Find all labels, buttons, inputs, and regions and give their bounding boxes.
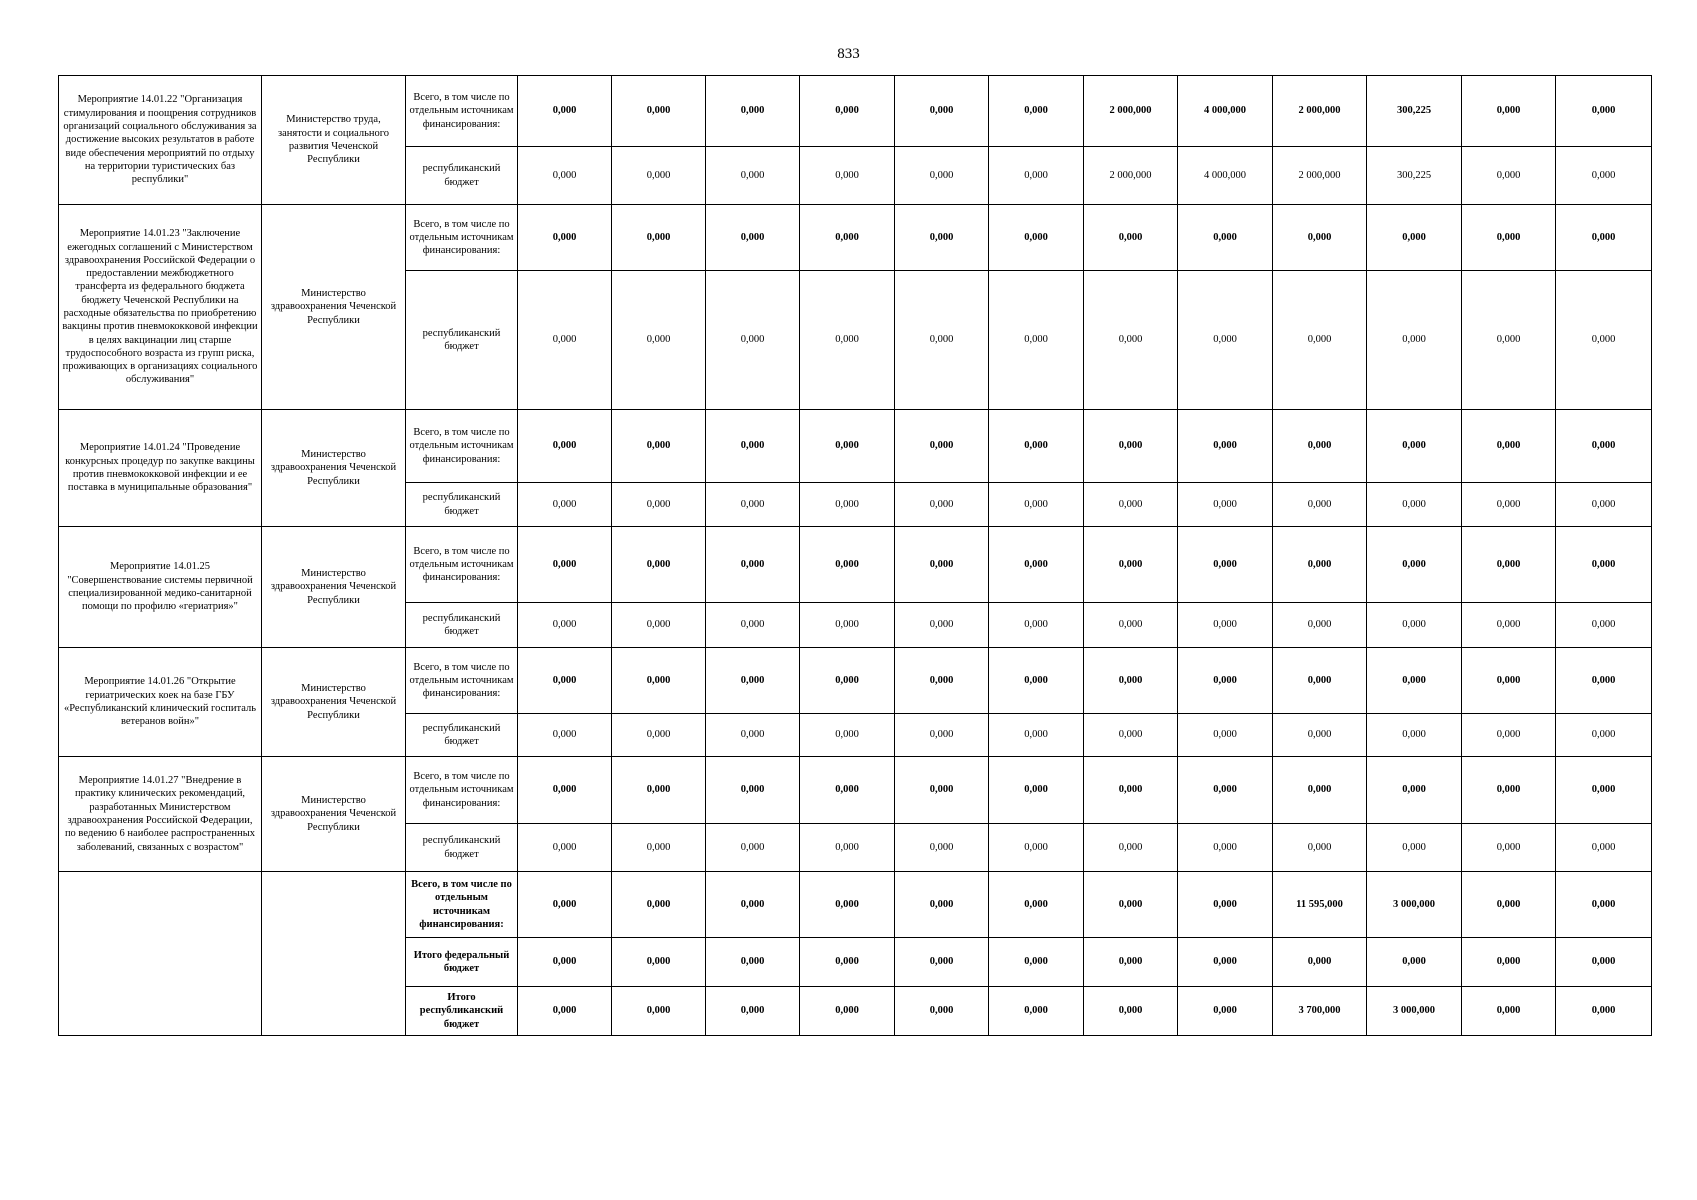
amount-cell: 0,000 — [612, 603, 706, 648]
amount-cell: 2 000,000 — [1084, 76, 1178, 147]
amount-cell: 300,225 — [1367, 76, 1462, 147]
amount-cell: 0,000 — [1556, 714, 1652, 757]
amount-cell: 0,000 — [1462, 483, 1556, 527]
summary-executor-blank — [262, 872, 406, 1036]
amount-cell: 0,000 — [518, 410, 612, 483]
summary-republican-label: Итого республиканский бюджет — [406, 987, 518, 1036]
amount-cell: 0,000 — [612, 147, 706, 205]
summary-amount-cell: 3 000,000 — [1367, 872, 1462, 938]
amount-cell: 0,000 — [800, 527, 895, 603]
summary-amount-cell: 0,000 — [1178, 872, 1273, 938]
amount-cell: 0,000 — [895, 147, 989, 205]
summary-amount-cell: 0,000 — [1084, 938, 1178, 987]
measure-name: Мероприятие 14.01.26 "Открытие гериатрических коек на базе ГБУ «Республиканский клинический госпиталь ветеранов войн»" — [59, 648, 262, 757]
amount-cell: 0,000 — [895, 714, 989, 757]
amount-cell: 0,000 — [1273, 648, 1367, 714]
amount-cell: 0,000 — [1273, 483, 1367, 527]
amount-cell: 0,000 — [1462, 410, 1556, 483]
amount-cell: 0,000 — [1556, 527, 1652, 603]
summary-amount-cell: 0,000 — [518, 987, 612, 1036]
amount-cell: 0,000 — [1273, 824, 1367, 872]
amount-cell: 0,000 — [1273, 757, 1367, 824]
amount-cell: 0,000 — [800, 483, 895, 527]
amount-cell: 0,000 — [1084, 757, 1178, 824]
measure-name: Мероприятие 14.01.25 "Совершенствование системы первичной специализированной медико-санитарной помощи по профилю «гериатрия»" — [59, 527, 262, 648]
summary-amount-cell: 0,000 — [612, 938, 706, 987]
amount-cell: 0,000 — [518, 76, 612, 147]
amount-cell: 4 000,000 — [1178, 76, 1273, 147]
amount-cell: 2 000,000 — [1273, 147, 1367, 205]
table-row — [59, 205, 1652, 271]
summary-amount-cell: 3 700,000 — [1273, 987, 1367, 1036]
amount-cell: 0,000 — [1084, 410, 1178, 483]
amount-cell: 0,000 — [518, 757, 612, 824]
amount-cell: 0,000 — [1462, 603, 1556, 648]
amount-cell: 0,000 — [612, 757, 706, 824]
amount-cell: 0,000 — [1462, 714, 1556, 757]
amount-cell: 0,000 — [1556, 147, 1652, 205]
executor-name: Министерство здравоохранения Чеченской Республики — [262, 648, 406, 757]
table-row — [59, 648, 1652, 714]
source-label-republican: республиканский бюджет — [406, 603, 518, 648]
executor-name: Министерство здравоохранения Чеченской Республики — [262, 757, 406, 872]
summary-amount-cell: 0,000 — [706, 987, 800, 1036]
table-row — [59, 76, 1652, 147]
amount-cell: 0,000 — [1556, 603, 1652, 648]
amount-cell: 0,000 — [1556, 483, 1652, 527]
amount-cell: 0,000 — [895, 410, 989, 483]
amount-cell: 0,000 — [706, 714, 800, 757]
amount-cell: 0,000 — [895, 527, 989, 603]
executor-name: Министерство здравоохранения Чеченской Республики — [262, 527, 406, 648]
summary-amount-cell: 0,000 — [989, 987, 1084, 1036]
amount-cell: 0,000 — [1462, 648, 1556, 714]
amount-cell: 0,000 — [518, 271, 612, 410]
amount-cell: 0,000 — [1084, 205, 1178, 271]
amount-cell: 0,000 — [1178, 205, 1273, 271]
amount-cell: 0,000 — [989, 205, 1084, 271]
amount-cell: 0,000 — [612, 483, 706, 527]
amount-cell: 0,000 — [1273, 603, 1367, 648]
amount-cell: 0,000 — [800, 757, 895, 824]
amount-cell: 0,000 — [1462, 271, 1556, 410]
summary-amount-cell: 0,000 — [1178, 987, 1273, 1036]
summary-federal-label: Итого федеральный бюджет — [406, 938, 518, 987]
summary-amount-cell: 0,000 — [1273, 938, 1367, 987]
summary-amount-cell: 0,000 — [1178, 938, 1273, 987]
measure-name: Мероприятие 14.01.24 "Проведение конкурсных процедур по закупке вакцины против пневмококковой инфекции и ее поставка в муниципальные образования" — [59, 410, 262, 527]
amount-cell: 0,000 — [1367, 205, 1462, 271]
summary-amount-cell: 0,000 — [706, 938, 800, 987]
table-row — [59, 527, 1652, 603]
executor-name: Министерство труда, занятости и социального развития Чеченской Республики — [262, 76, 406, 205]
amount-cell: 0,000 — [800, 648, 895, 714]
amount-cell: 0,000 — [1178, 603, 1273, 648]
amount-cell: 0,000 — [1556, 205, 1652, 271]
amount-cell: 0,000 — [1367, 757, 1462, 824]
amount-cell: 0,000 — [800, 603, 895, 648]
amount-cell: 0,000 — [518, 527, 612, 603]
amount-cell: 0,000 — [706, 76, 800, 147]
amount-cell: 0,000 — [612, 824, 706, 872]
amount-cell: 0,000 — [612, 648, 706, 714]
amount-cell: 0,000 — [612, 527, 706, 603]
amount-cell: 0,000 — [1084, 483, 1178, 527]
amount-cell: 300,225 — [1367, 147, 1462, 205]
amount-cell: 0,000 — [1178, 714, 1273, 757]
amount-cell: 0,000 — [1178, 483, 1273, 527]
source-label-total: Всего, в том числе по отдельным источникам финансирования: — [406, 410, 518, 483]
summary-amount-cell: 0,000 — [612, 872, 706, 938]
amount-cell: 0,000 — [518, 603, 612, 648]
measure-name: Мероприятие 14.01.22 "Организация стимулирования и поощрения сотрудников организаций социального обслуживания за достижение высоких результатов в работе виде обеспечения мероприятий по отдыху на территории туристических баз республики" — [59, 76, 262, 205]
summary-amount-cell: 0,000 — [518, 938, 612, 987]
amount-cell: 0,000 — [1367, 527, 1462, 603]
summary-amount-cell: 0,000 — [800, 938, 895, 987]
measure-name: Мероприятие 14.01.23 "Заключение ежегодных соглашений с Министерством здравоохранения Российской Федерации о предоставлении межбюджетного трансферта из федерального бюджета бюджету Чеченской Республики на расходные обязательства по приобретению вакцины против пневмококковой инфекции в целях вакцинации лиц старше трудоспособного возраста из групп риска, проживающих в организациях социального обслуживания" — [59, 205, 262, 410]
summary-amount-cell: 0,000 — [800, 987, 895, 1036]
source-label-republican: республиканский бюджет — [406, 824, 518, 872]
amount-cell: 0,000 — [612, 76, 706, 147]
summary-name-blank — [59, 872, 262, 1036]
amount-cell: 0,000 — [1178, 410, 1273, 483]
summary-amount-cell: 3 000,000 — [1367, 987, 1462, 1036]
source-label-republican: республиканский бюджет — [406, 714, 518, 757]
source-label-total: Всего, в том числе по отдельным источникам финансирования: — [406, 648, 518, 714]
amount-cell: 0,000 — [1273, 714, 1367, 757]
source-label-total: Всего, в том числе по отдельным источникам финансирования: — [406, 757, 518, 824]
amount-cell: 0,000 — [612, 205, 706, 271]
amount-cell: 0,000 — [1556, 271, 1652, 410]
amount-cell: 0,000 — [1084, 527, 1178, 603]
amount-cell: 0,000 — [1367, 824, 1462, 872]
summary-amount-cell: 0,000 — [895, 938, 989, 987]
amount-cell: 0,000 — [800, 824, 895, 872]
amount-cell: 0,000 — [1556, 410, 1652, 483]
amount-cell: 0,000 — [989, 483, 1084, 527]
amount-cell: 0,000 — [1084, 824, 1178, 872]
summary-amount-cell: 0,000 — [989, 938, 1084, 987]
amount-cell: 0,000 — [989, 410, 1084, 483]
amount-cell: 0,000 — [989, 714, 1084, 757]
table-row — [59, 757, 1652, 824]
amount-cell: 0,000 — [1273, 271, 1367, 410]
amount-cell: 0,000 — [1367, 410, 1462, 483]
amount-cell: 0,000 — [1462, 824, 1556, 872]
summary-amount-cell: 0,000 — [706, 872, 800, 938]
amount-cell: 0,000 — [1178, 757, 1273, 824]
amount-cell: 0,000 — [706, 205, 800, 271]
summary-amount-cell: 0,000 — [1556, 938, 1652, 987]
amount-cell: 0,000 — [518, 147, 612, 205]
amount-cell: 0,000 — [1084, 714, 1178, 757]
summary-amount-cell: 0,000 — [895, 872, 989, 938]
amount-cell: 0,000 — [895, 76, 989, 147]
source-label-republican: республиканский бюджет — [406, 483, 518, 527]
amount-cell: 2 000,000 — [1273, 76, 1367, 147]
page-number: 833 — [837, 46, 860, 62]
amount-cell: 0,000 — [1084, 271, 1178, 410]
amount-cell: 0,000 — [706, 271, 800, 410]
amount-cell: 0,000 — [1084, 603, 1178, 648]
amount-cell: 0,000 — [612, 410, 706, 483]
amount-cell: 0,000 — [1367, 714, 1462, 757]
summary-amount-cell: 0,000 — [1462, 872, 1556, 938]
summary-amount-cell: 0,000 — [1367, 938, 1462, 987]
executor-name: Министерство здравоохранения Чеченской Республики — [262, 410, 406, 527]
amount-cell: 0,000 — [1084, 648, 1178, 714]
amount-cell: 0,000 — [1556, 757, 1652, 824]
amount-cell: 0,000 — [800, 205, 895, 271]
amount-cell: 0,000 — [1462, 527, 1556, 603]
executor-name: Министерство здравоохранения Чеченской Республики — [262, 205, 406, 410]
amount-cell: 0,000 — [518, 714, 612, 757]
table-row — [59, 410, 1652, 483]
amount-cell: 0,000 — [895, 824, 989, 872]
amount-cell: 0,000 — [1273, 410, 1367, 483]
amount-cell: 0,000 — [1273, 527, 1367, 603]
amount-cell: 0,000 — [1367, 603, 1462, 648]
amount-cell: 0,000 — [706, 527, 800, 603]
amount-cell: 2 000,000 — [1084, 147, 1178, 205]
summary-amount-cell: 0,000 — [518, 872, 612, 938]
summary-amount-cell: 0,000 — [1084, 987, 1178, 1036]
amount-cell: 0,000 — [895, 271, 989, 410]
amount-cell: 0,000 — [706, 824, 800, 872]
amount-cell: 0,000 — [895, 483, 989, 527]
amount-cell: 0,000 — [706, 757, 800, 824]
amount-cell: 0,000 — [518, 824, 612, 872]
amount-cell: 0,000 — [1556, 76, 1652, 147]
amount-cell: 0,000 — [706, 147, 800, 205]
amount-cell: 0,000 — [1462, 205, 1556, 271]
summary-row — [59, 872, 1652, 938]
amount-cell: 0,000 — [989, 527, 1084, 603]
amount-cell: 0,000 — [518, 648, 612, 714]
amount-cell: 0,000 — [895, 603, 989, 648]
summary-amount-cell: 0,000 — [1462, 987, 1556, 1036]
amount-cell: 0,000 — [895, 205, 989, 271]
source-label-total: Всего, в том числе по отдельным источникам финансирования: — [406, 76, 518, 147]
amount-cell: 0,000 — [989, 271, 1084, 410]
budget-table — [58, 75, 1652, 1036]
amount-cell: 0,000 — [989, 757, 1084, 824]
amount-cell: 0,000 — [1556, 824, 1652, 872]
amount-cell: 0,000 — [706, 483, 800, 527]
source-label-total: Всего, в том числе по отдельным источникам финансирования: — [406, 205, 518, 271]
amount-cell: 0,000 — [989, 824, 1084, 872]
amount-cell: 0,000 — [1462, 757, 1556, 824]
amount-cell: 0,000 — [989, 76, 1084, 147]
amount-cell: 0,000 — [706, 648, 800, 714]
summary-amount-cell: 0,000 — [989, 872, 1084, 938]
source-label-republican: республиканский бюджет — [406, 147, 518, 205]
amount-cell: 0,000 — [1178, 824, 1273, 872]
summary-amount-cell: 11 595,000 — [1273, 872, 1367, 938]
measure-name: Мероприятие 14.01.27 "Внедрение в практику клинических рекомендаций, разработанных Министерством здравоохранения Российской Федерации, по ведению 6 наиболее распространенных заболеваний, связанных с возрастом" — [59, 757, 262, 872]
summary-amount-cell: 0,000 — [895, 987, 989, 1036]
summary-amount-cell: 0,000 — [612, 987, 706, 1036]
amount-cell: 0,000 — [1273, 205, 1367, 271]
summary-total-label: Всего, в том числе по отдельным источникам финансирования: — [406, 872, 518, 938]
amount-cell: 0,000 — [1462, 147, 1556, 205]
amount-cell: 0,000 — [1556, 648, 1652, 714]
amount-cell: 0,000 — [989, 648, 1084, 714]
amount-cell: 0,000 — [1462, 76, 1556, 147]
summary-amount-cell: 0,000 — [1462, 938, 1556, 987]
amount-cell: 0,000 — [612, 714, 706, 757]
amount-cell: 0,000 — [1367, 271, 1462, 410]
source-label-total: Всего, в том числе по отдельным источникам финансирования: — [406, 527, 518, 603]
amount-cell: 0,000 — [895, 648, 989, 714]
amount-cell: 0,000 — [1178, 527, 1273, 603]
amount-cell: 0,000 — [800, 76, 895, 147]
amount-cell: 0,000 — [1367, 483, 1462, 527]
summary-amount-cell: 0,000 — [1556, 872, 1652, 938]
amount-cell: 0,000 — [800, 714, 895, 757]
amount-cell: 0,000 — [1178, 648, 1273, 714]
amount-cell: 0,000 — [989, 147, 1084, 205]
source-label-republican: республиканский бюджет — [406, 271, 518, 410]
amount-cell: 0,000 — [706, 410, 800, 483]
amount-cell: 0,000 — [706, 603, 800, 648]
amount-cell: 4 000,000 — [1178, 147, 1273, 205]
amount-cell: 0,000 — [1367, 648, 1462, 714]
amount-cell: 0,000 — [800, 410, 895, 483]
summary-amount-cell: 0,000 — [1556, 987, 1652, 1036]
amount-cell: 0,000 — [518, 483, 612, 527]
amount-cell: 0,000 — [895, 757, 989, 824]
amount-cell: 0,000 — [989, 603, 1084, 648]
amount-cell: 0,000 — [800, 271, 895, 410]
amount-cell: 0,000 — [612, 271, 706, 410]
summary-amount-cell: 0,000 — [1084, 872, 1178, 938]
amount-cell: 0,000 — [1178, 271, 1273, 410]
amount-cell: 0,000 — [800, 147, 895, 205]
amount-cell: 0,000 — [518, 205, 612, 271]
summary-amount-cell: 0,000 — [800, 872, 895, 938]
